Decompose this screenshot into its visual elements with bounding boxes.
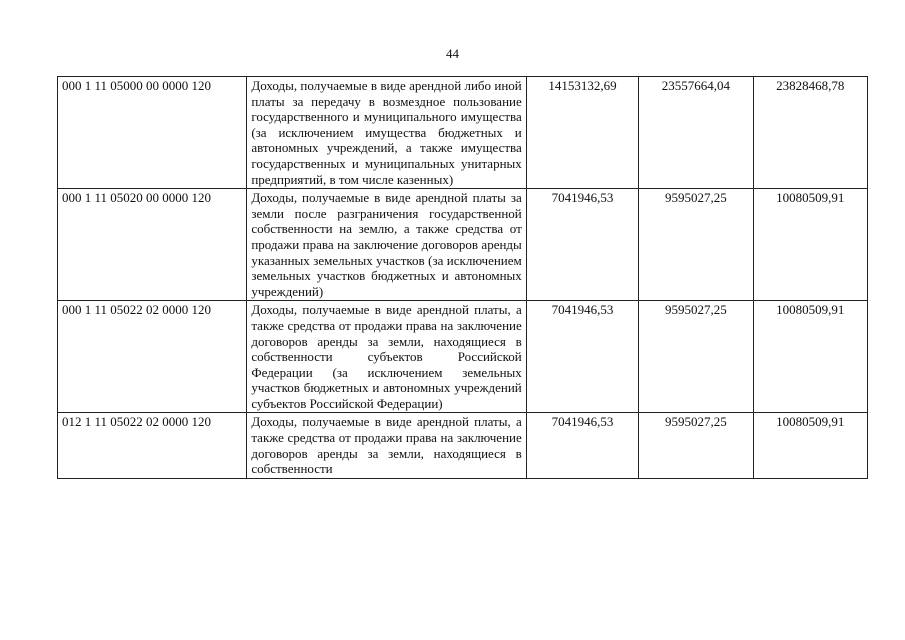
amount-year1-cell: 7041946,53	[526, 301, 638, 413]
table-row	[58, 301, 868, 413]
amount-year2-cell: 9595027,25	[639, 301, 753, 413]
table-row	[58, 189, 868, 301]
amount-year1-cell: 7041946,53	[526, 189, 638, 301]
amount-year2-cell: 9595027,25	[639, 413, 753, 478]
budget-code-cell: 012 1 11 05022 02 0000 120	[58, 413, 247, 478]
table-row	[58, 77, 868, 189]
description-cell: Доходы, получаемые в виде арендной платы, а также средства от продажи права на заключение договоров аренды за земли, находящиеся в собственности субъектов Российской Федерации (за исключением земельных участков бюджетных и автономных учреждений субъектов Российской Федерации)	[247, 301, 526, 413]
amount-year1-cell: 14153132,69	[526, 77, 638, 189]
page-number: 44	[446, 46, 459, 61]
amount-year1-cell: 7041946,53	[526, 413, 638, 478]
amount-year3-cell: 10080509,91	[753, 189, 867, 301]
amount-year3-cell: 23828468,78	[753, 77, 867, 189]
amount-year2-cell: 23557664,04	[639, 77, 753, 189]
revenue-table	[57, 76, 868, 479]
description-cell: Доходы, получаемые в виде арендной либо иной платы за передачу в возмездное пользование государственного и муниципального имущества (за исключением имущества бюджетных и автономных учреждений, а также имущества государственных и муниципальных унитарных предприятий, в том числе казенных)	[247, 77, 526, 189]
table-row	[58, 413, 868, 478]
budget-code-cell: 000 1 11 05022 02 0000 120	[58, 301, 247, 413]
budget-code-cell: 000 1 11 05000 00 0000 120	[58, 77, 247, 189]
amount-year2-cell: 9595027,25	[639, 189, 753, 301]
description-cell: Доходы, получаемые в виде арендной платы, а также средства от продажи права на заключение договоров аренды за земли, находящиеся в собственности	[247, 413, 526, 478]
amount-year3-cell: 10080509,91	[753, 413, 867, 478]
budget-code-cell: 000 1 11 05020 00 0000 120	[58, 189, 247, 301]
amount-year3-cell: 10080509,91	[753, 301, 867, 413]
description-cell: Доходы, получаемые в виде арендной платы за земли после разграничения государственной собственности на землю, а также средства от продажи права на заключение договоров аренды указанных земельных участков (за исключением земельных участков бюджетных и автономных учреждений)	[247, 189, 526, 301]
